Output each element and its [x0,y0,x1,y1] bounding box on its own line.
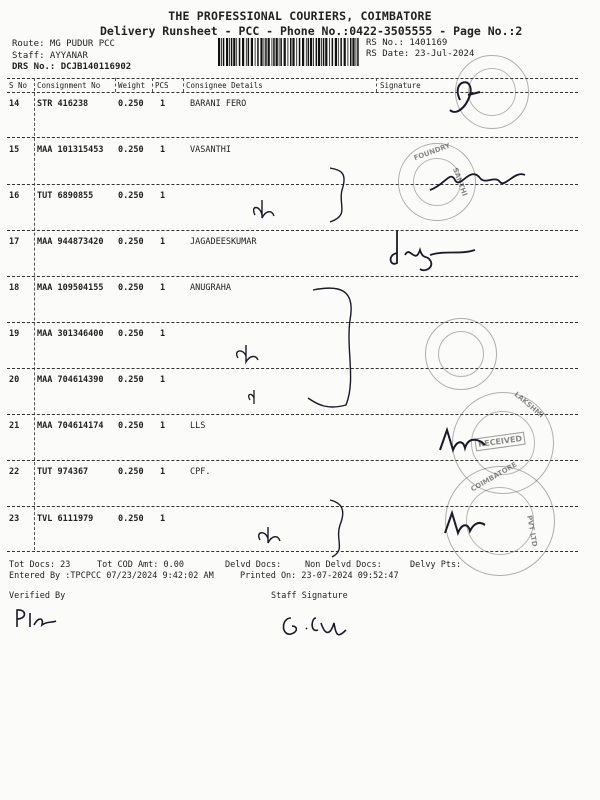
row-pcs: 1 [160,145,166,155]
staff-signature-label: Staff Signature [271,591,348,601]
row-sno: 18 [9,283,20,293]
col-consignment: Consignment No [37,81,101,90]
stamp-santhi-text: SANTHI [450,166,469,198]
col-divider [183,78,184,92]
row-weight: 0.250 [118,421,144,431]
row-consignment: TVL 6111979 [37,514,94,524]
row-pcs: 1 [160,237,166,247]
signature-row23-icon [440,505,490,540]
row-sno: 14 [9,99,20,109]
row-consignment: TUT 974367 [37,467,89,477]
row-pcs: 1 [160,283,166,293]
signature-row23-mark-icon [250,495,360,565]
barcode-icon [218,38,360,66]
company-title: THE PROFESSIONAL COURIERS, COIMBATORE [168,9,432,23]
drs-number: DRS No.: DCJB140116902 [12,62,132,72]
row-consignee: JAGADEESKUMAR [190,237,257,247]
printed-on: Printed On: 23-07-2024 09:52:47 [240,571,399,581]
row-consignment: MAA 301346400 [37,329,104,339]
row-rule [7,276,578,277]
col-sno: S No [9,81,28,90]
signature-row16-icon [230,160,370,230]
row-weight: 0.250 [118,467,144,477]
col-divider [376,78,377,92]
col-consignee: Consignee Details [186,81,263,90]
entered-by: Entered By :TPCPCC 07/23/2024 9:42:02 AM [9,571,214,581]
row-sno: 22 [9,467,20,477]
row-consignment: MAA 109504155 [37,283,104,293]
runsheet-title: Delivery Runsheet - PCC - Phone No.:0422-3505555 - Page No.:2 [100,24,523,38]
row-pcs: 1 [160,329,166,339]
row-consignment: MAA 101315453 [37,145,104,155]
row-weight: 0.250 [118,191,144,201]
row-consignee: LLS [190,421,206,431]
tot-cod-amt: Tot COD Amt: 0.00 [97,560,184,570]
row-pcs: 1 [160,375,166,385]
stamp-lakshmi-text: LAKSHMI [512,390,546,420]
tot-docs: Tot Docs: 23 [9,560,71,570]
row-sno: 20 [9,375,20,385]
row-consignee: CPF. [190,467,211,477]
signature-row18-20-icon [228,280,368,420]
stamp-foundry-text: FOUNDRY [412,141,452,163]
row-rule [7,137,578,138]
row-sno: 15 [9,145,20,155]
signature-row15-icon [425,160,535,200]
row-consignment: MAA 704614174 [37,421,104,431]
row-pcs: 1 [160,467,166,477]
verified-signature-icon [12,605,62,635]
row-weight: 0.250 [118,283,144,293]
delvd-docs: Delvd Docs: [225,560,282,570]
row-consignment: MAA 944873420 [37,237,104,247]
row-weight: 0.250 [118,99,144,109]
row-consignment: TUT 6890855 [37,191,94,201]
row-sno: 17 [9,237,20,247]
row-pcs: 1 [160,514,166,524]
rs-date: RS Date: 23-Jul-2024 [366,49,475,59]
row-pcs: 1 [160,421,166,431]
row-consignment: MAA 704614390 [37,375,104,385]
stamp-received-text: RECEIVED [474,432,526,452]
staff-label: Staff: AYYANAR [12,51,88,61]
col-pcs: PCS [155,81,169,90]
signature-row17-icon [385,225,495,275]
col-divider [115,78,116,92]
col-divider [34,78,35,550]
signature-row14-icon [440,70,490,120]
row-sno: 16 [9,191,20,201]
col-signature: Signature [380,81,421,90]
company-stamp-icon [425,318,497,390]
row-sno: 23 [9,514,20,524]
row-consignee: VASANTHI [190,145,231,155]
row-pcs: 1 [160,99,166,109]
delvy-pts: Delvy Pts: [410,560,462,570]
row-consignee: BARANI FERO [190,99,247,109]
row-consignment: STR 416238 [37,99,89,109]
row-sno: 19 [9,329,20,339]
stamp-pvtltd-text: PVT LTD [525,514,539,548]
row-pcs: 1 [160,191,166,201]
row-weight: 0.250 [118,375,144,385]
row-weight: 0.250 [118,329,144,339]
row-weight: 0.250 [118,514,144,524]
row-consignee: ANUGRAHA [190,283,231,293]
route-label: Route: MG PUDUR PCC [12,39,115,49]
rs-number: RS No.: 1401169 [366,38,448,48]
row-weight: 0.250 [118,145,144,155]
staff-signature-icon [276,608,356,643]
stamp-combatore-text: COIMBATORE [469,460,519,494]
verified-by-label: Verified By [9,591,66,601]
row-weight: 0.250 [118,237,144,247]
signature-row21-icon [435,420,495,460]
row-sno: 21 [9,421,20,431]
non-delvd-docs: Non Delvd Docs: [305,560,382,570]
col-weight: Weight [118,81,146,90]
col-divider [152,78,153,92]
